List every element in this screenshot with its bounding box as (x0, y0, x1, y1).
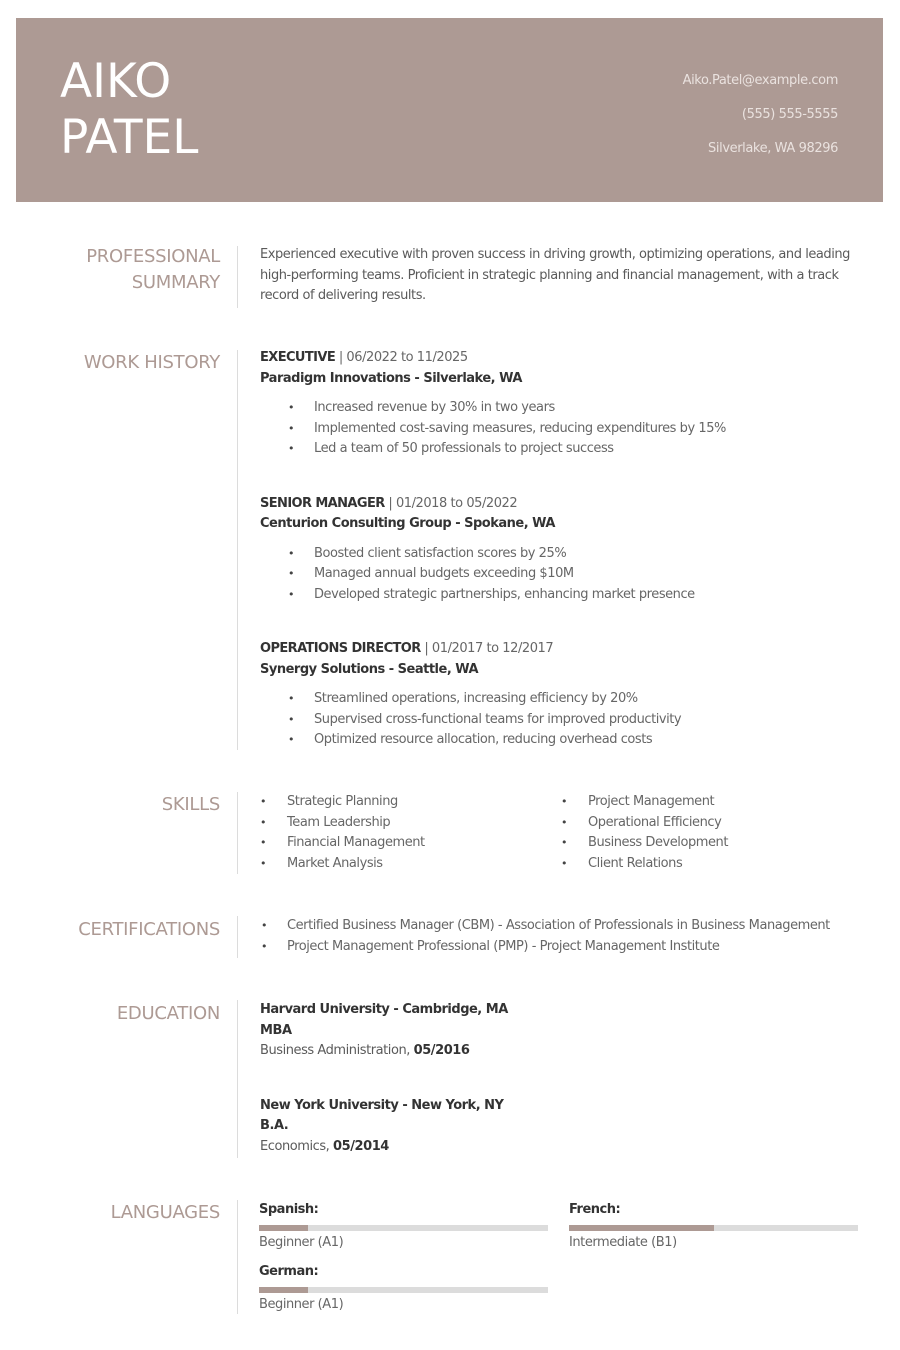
skill-item: • Strategic Planning (287, 792, 567, 813)
skill-item: • Client Relations (588, 854, 868, 875)
job-bullet: • Managed annual budgets exceeding $10M (314, 564, 860, 585)
language-progress-fill (259, 1287, 308, 1293)
job-company: Synergy Solutions - Seattle, WA (260, 661, 479, 677)
language-name: Spanish: (259, 1202, 319, 1217)
education-school: New York University - New York, NY (260, 1097, 504, 1113)
job-bullets (314, 398, 860, 460)
contact-phone: (555) 555-5555 (741, 107, 838, 122)
contact-location: Silverlake, WA 98296 (708, 141, 838, 156)
job-bullet: • Implemented cost-saving measures, reducing expenditures by 15% (314, 419, 860, 440)
section-divider (237, 916, 238, 958)
section-title: WORK HISTORY (83, 352, 220, 373)
section-divider (237, 350, 238, 750)
job-bullets (314, 544, 860, 606)
certification-item: • Project Management Professional (PMP) - Project Management Institute (287, 937, 880, 958)
education-date: 05/2014 (333, 1138, 389, 1154)
language-item (259, 1200, 548, 1253)
skill-item: • Market Analysis (287, 854, 567, 875)
skill-item: • Business Development (588, 833, 868, 854)
skill-item: • Project Management (588, 792, 868, 813)
summary-text: Experienced executive with proven success in driving growth, optimizing operations, and leading high-performing teams. Proficient in strategic planning and financial management, with a track record of delivering results. (260, 247, 850, 303)
certifications-items (287, 916, 880, 957)
section-title-line: PROFESSIONAL (86, 246, 220, 267)
education-entry (260, 1000, 860, 1062)
section-title: LANGUAGES (110, 1202, 220, 1223)
skill-item: • Operational Efficiency (588, 813, 868, 834)
work-history-list (260, 348, 860, 751)
language-level: Beginner (A1) (259, 1234, 344, 1250)
job-bullet: • Streamlined operations, increasing efficiency by 20% (314, 689, 860, 710)
language-progress-fill (259, 1225, 308, 1231)
job-title: EXECUTIVE (260, 350, 336, 365)
language-progress-bar (259, 1225, 548, 1231)
language-progress-bar (259, 1287, 548, 1293)
education-field: Business Administration, (260, 1043, 414, 1058)
skill-item: • Financial Management (287, 833, 567, 854)
education-entry (260, 1096, 860, 1158)
job-dates: | 06/2022 to 11/2025 (335, 350, 468, 365)
section-divider (237, 246, 238, 308)
job-title: OPERATIONS DIRECTOR (260, 641, 421, 656)
education-degree: MBA (260, 1022, 292, 1038)
language-item (259, 1262, 548, 1315)
job-bullet: • Boosted client satisfaction scores by 25% (314, 544, 860, 565)
resume-header (16, 18, 883, 202)
job-entry (260, 494, 860, 606)
job-bullet: • Developed strategic partnerships, enhancing market presence (314, 585, 860, 606)
skills-column-right (588, 792, 868, 874)
certification-item: • Certified Business Manager (CBM) - Association of Professionals in Business Management (287, 916, 880, 937)
job-dates: | 01/2017 to 12/2017 (420, 641, 554, 656)
last-name: PATEL (60, 110, 199, 165)
language-name: French: (569, 1202, 621, 1217)
section-title: EDUCATION (116, 1003, 220, 1024)
first-name: AIKO (60, 54, 172, 109)
job-company: Centurion Consulting Group - Spokane, WA (260, 516, 555, 531)
certifications-list (260, 916, 880, 957)
section-title: CERTIFICATIONS (78, 919, 220, 940)
language-level: Beginner (A1) (259, 1296, 344, 1312)
section-title: SKILLS (161, 794, 220, 815)
job-bullet: • Led a team of 50 professionals to project success (314, 439, 860, 460)
job-entry (260, 639, 860, 751)
section-divider (237, 1200, 238, 1314)
language-item (569, 1200, 858, 1253)
education-school: Harvard University - Cambridge, MA (260, 1002, 508, 1017)
section-title-line: SUMMARY (131, 272, 220, 293)
job-entry (260, 348, 860, 460)
education-list (260, 1000, 860, 1157)
job-bullet: • Increased revenue by 30% in two years (314, 398, 860, 419)
candidate-name (60, 54, 198, 166)
skills-column-left (287, 792, 567, 874)
section-title (86, 244, 220, 296)
language-name: German: (259, 1264, 319, 1279)
education-field: Economics, (260, 1138, 334, 1154)
job-bullet: • Optimized resource allocation, reducing overhead costs (314, 730, 860, 751)
job-company: Paradigm Innovations - Silverlake, WA (260, 370, 522, 386)
language-progress-fill (569, 1225, 714, 1231)
contact-info (683, 64, 838, 166)
section-divider (237, 1000, 238, 1158)
contact-email: Aiko.Patel@example.com (682, 73, 838, 88)
job-bullet: • Supervised cross-functional teams for improved productivity (314, 710, 860, 731)
education-degree: B.A. (260, 1118, 289, 1133)
job-dates: | 01/2018 to 05/2022 (384, 495, 518, 511)
job-bullets (314, 689, 860, 751)
section-divider (237, 792, 238, 874)
education-date: 05/2016 (413, 1043, 470, 1058)
job-title: SENIOR MANAGER (260, 495, 385, 511)
language-level: Intermediate (B1) (569, 1234, 677, 1250)
language-progress-bar (569, 1225, 858, 1231)
skill-item: • Team Leadership (287, 813, 567, 834)
